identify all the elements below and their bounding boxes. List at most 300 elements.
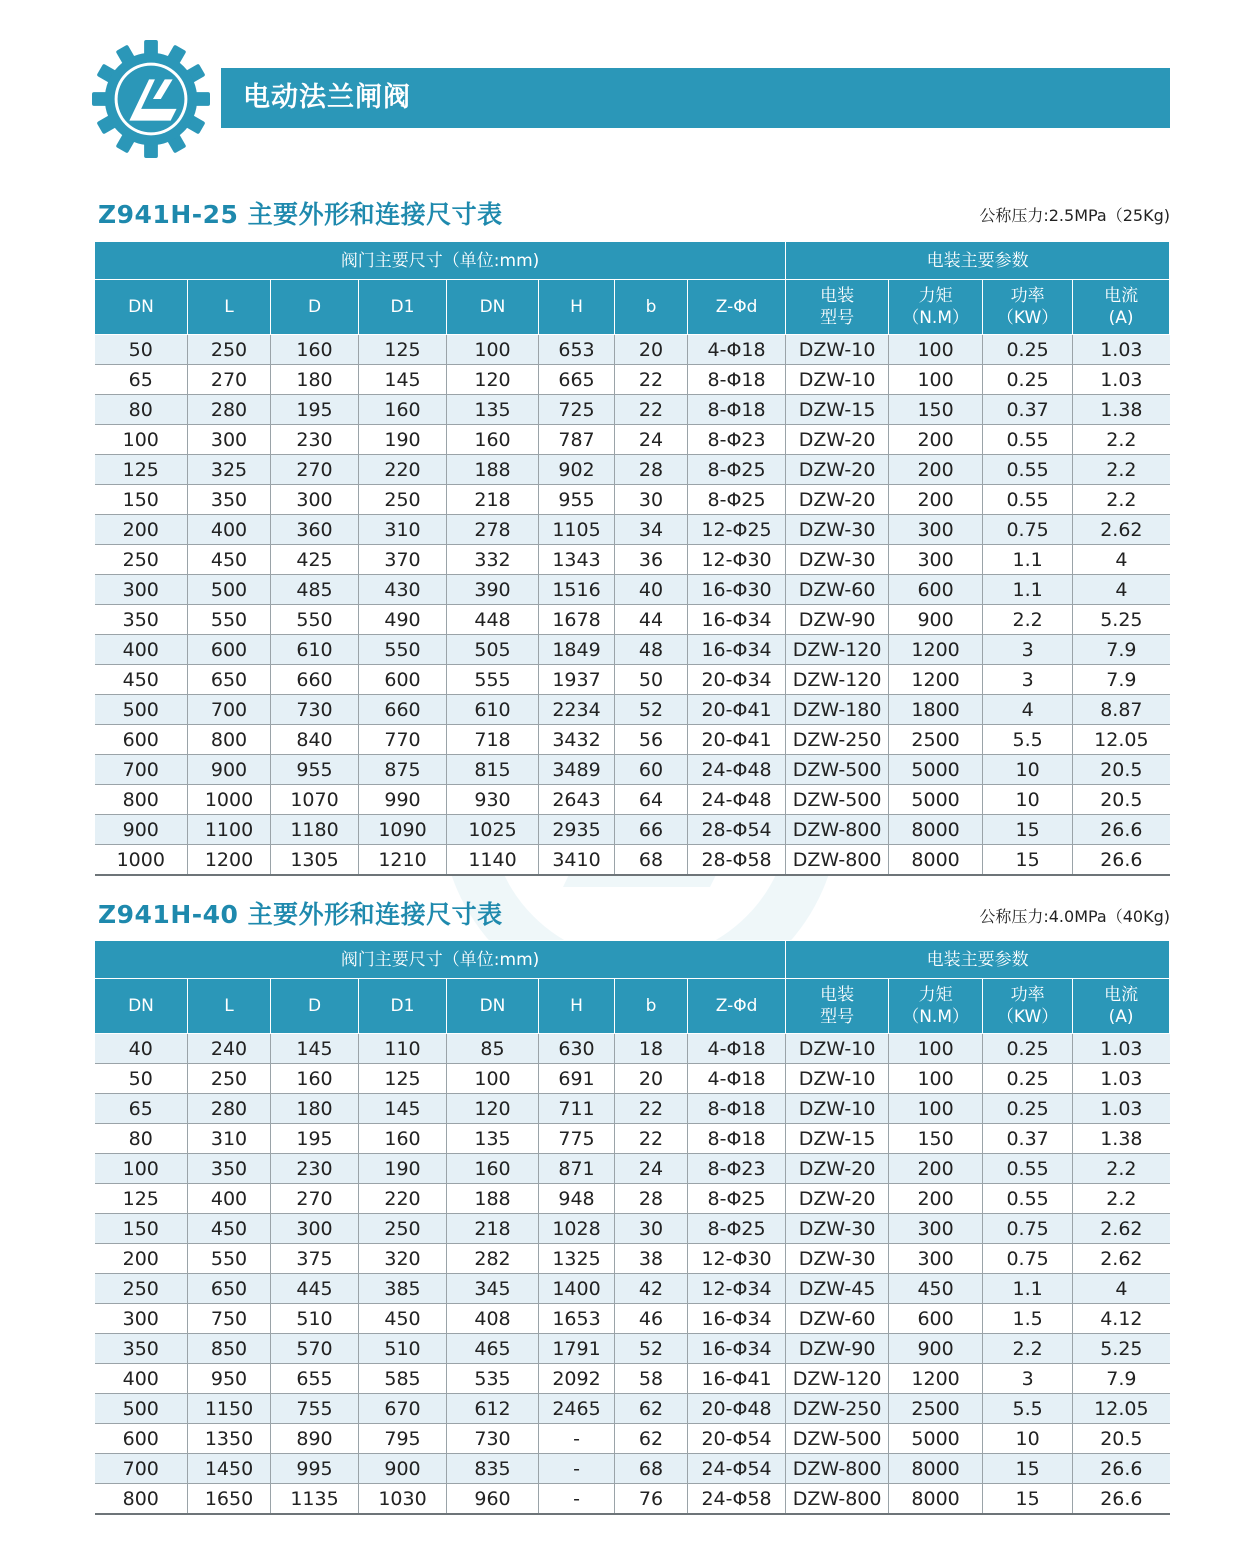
table-cell: 8-Φ25 bbox=[688, 455, 786, 485]
table-cell: 1090 bbox=[359, 815, 447, 845]
table-cell: 18 bbox=[615, 1034, 688, 1064]
table-cell: 8-Φ18 bbox=[688, 1124, 786, 1154]
table-cell: 160 bbox=[447, 1154, 539, 1184]
table-cell: 50 bbox=[95, 1064, 188, 1094]
table-1-pressure: 公称压力:2.5MPa（25Kg) bbox=[979, 206, 1170, 225]
table-cell: 4 bbox=[1073, 1274, 1170, 1304]
table-cell: 1.1 bbox=[983, 1274, 1073, 1304]
table-cell: 2500 bbox=[889, 725, 983, 755]
table-cell: 535 bbox=[447, 1364, 539, 1394]
table-cell: DZW-500 bbox=[786, 755, 889, 785]
table-cell: 795 bbox=[359, 1424, 447, 1454]
table-cell: DZW-30 bbox=[786, 545, 889, 575]
table-cell: 930 bbox=[447, 785, 539, 815]
table-cell: 300 bbox=[889, 545, 983, 575]
table-cell: 600 bbox=[359, 665, 447, 695]
table-cell: 12.05 bbox=[1073, 1394, 1170, 1424]
table-cell: 1.03 bbox=[1073, 335, 1170, 365]
column-header: Z-Φd bbox=[688, 280, 786, 335]
table-cell: 1350 bbox=[188, 1424, 271, 1454]
table-cell: 5000 bbox=[889, 785, 983, 815]
table-cell: 8-Φ18 bbox=[688, 395, 786, 425]
table-cell: 0.75 bbox=[983, 1214, 1073, 1244]
table-row bbox=[95, 755, 1170, 785]
table-cell: 280 bbox=[188, 1094, 271, 1124]
table-cell: 2.62 bbox=[1073, 1244, 1170, 1274]
table-cell: 22 bbox=[615, 1094, 688, 1124]
table-cell: 2.2 bbox=[1073, 455, 1170, 485]
table-cell: 250 bbox=[95, 1274, 188, 1304]
table-cell: DZW-10 bbox=[786, 1094, 889, 1124]
table-cell: 300 bbox=[889, 515, 983, 545]
table-cell: 1849 bbox=[539, 635, 615, 665]
table-cell: 670 bbox=[359, 1394, 447, 1424]
table-cell: 600 bbox=[889, 1304, 983, 1334]
table-cell: 550 bbox=[188, 1244, 271, 1274]
table-cell: 550 bbox=[271, 605, 359, 635]
table-row bbox=[95, 845, 1170, 876]
table-cell: 0.75 bbox=[983, 1244, 1073, 1274]
table-cell: 160 bbox=[271, 1064, 359, 1094]
table-cell: 300 bbox=[95, 1304, 188, 1334]
table-cell: 1450 bbox=[188, 1454, 271, 1484]
table-cell: 500 bbox=[95, 1394, 188, 1424]
table-cell: 0.25 bbox=[983, 335, 1073, 365]
table-cell: 12.05 bbox=[1073, 725, 1170, 755]
table-cell: 200 bbox=[95, 515, 188, 545]
table-cell: 770 bbox=[359, 725, 447, 755]
column-header: DN bbox=[447, 280, 539, 335]
table-cell: 875 bbox=[359, 755, 447, 785]
table-cell: DZW-250 bbox=[786, 725, 889, 755]
column-header: 电装 型号 bbox=[786, 280, 889, 335]
table-cell: 350 bbox=[188, 485, 271, 515]
table-cell: 195 bbox=[271, 395, 359, 425]
table-cell: 20.5 bbox=[1073, 755, 1170, 785]
table-cell: 10 bbox=[983, 755, 1073, 785]
table-cell: 718 bbox=[447, 725, 539, 755]
table-cell: 1100 bbox=[188, 815, 271, 845]
table-cell: 3 bbox=[983, 635, 1073, 665]
table-cell: 270 bbox=[271, 1184, 359, 1214]
table-cell: 0.25 bbox=[983, 365, 1073, 395]
table-cell: 2.2 bbox=[1073, 485, 1170, 515]
table-cell: 900 bbox=[359, 1454, 447, 1484]
table-cell: - bbox=[539, 1454, 615, 1484]
table-cell: 0.37 bbox=[983, 395, 1073, 425]
table-cell: 20.5 bbox=[1073, 1424, 1170, 1454]
table-cell: 1180 bbox=[271, 815, 359, 845]
table-cell: 485 bbox=[271, 575, 359, 605]
table-cell: 200 bbox=[95, 1244, 188, 1274]
table-cell: 76 bbox=[615, 1484, 688, 1515]
table-row bbox=[95, 1034, 1170, 1064]
table-cell: 20-Φ34 bbox=[688, 665, 786, 695]
table-cell: 660 bbox=[271, 665, 359, 695]
table-cell: 4 bbox=[983, 695, 1073, 725]
table-cell: 1200 bbox=[889, 665, 983, 695]
table-cell: 120 bbox=[447, 1094, 539, 1124]
table-cell: 46 bbox=[615, 1304, 688, 1334]
table-cell: 1030 bbox=[359, 1484, 447, 1515]
table-cell: 1305 bbox=[271, 845, 359, 876]
table-cell: 4 bbox=[1073, 545, 1170, 575]
table-cell: DZW-800 bbox=[786, 1454, 889, 1484]
table-cell: 30 bbox=[615, 1214, 688, 1244]
table-row bbox=[95, 1094, 1170, 1124]
spec-table-1 bbox=[94, 241, 1170, 876]
table-cell: 145 bbox=[271, 1034, 359, 1064]
table-cell: 750 bbox=[188, 1304, 271, 1334]
table-cell: DZW-90 bbox=[786, 1334, 889, 1364]
table-cell: 1650 bbox=[188, 1484, 271, 1515]
table-cell: 16-Φ34 bbox=[688, 635, 786, 665]
table-cell: 110 bbox=[359, 1034, 447, 1064]
table-cell: 2.2 bbox=[1073, 1154, 1170, 1184]
group-header-motor: 电装主要参数 bbox=[786, 242, 1170, 280]
table-cell: 3489 bbox=[539, 755, 615, 785]
table-cell: 385 bbox=[359, 1274, 447, 1304]
table-cell: 730 bbox=[447, 1424, 539, 1454]
table-row bbox=[95, 635, 1170, 665]
column-header: 力矩 （N.M） bbox=[889, 280, 983, 335]
group-header-dimensions: 阀门主要尺寸（单位:mm) bbox=[95, 941, 786, 979]
table-cell: 8-Φ23 bbox=[688, 1154, 786, 1184]
table-row bbox=[95, 1154, 1170, 1184]
table-row bbox=[95, 1244, 1170, 1274]
column-header: 功率 （KW） bbox=[983, 280, 1073, 335]
table-cell: 800 bbox=[188, 725, 271, 755]
table-cell: 24-Φ54 bbox=[688, 1454, 786, 1484]
table-row bbox=[95, 1424, 1170, 1454]
table-cell: 62 bbox=[615, 1424, 688, 1454]
table-cell: 16-Φ30 bbox=[688, 575, 786, 605]
table-cell: 1.03 bbox=[1073, 1034, 1170, 1064]
page-title: 电动法兰闸阀 bbox=[243, 82, 411, 113]
table-cell: 8.87 bbox=[1073, 695, 1170, 725]
table-cell: 5.5 bbox=[983, 725, 1073, 755]
table-cell: 58 bbox=[615, 1364, 688, 1394]
table-cell: 900 bbox=[95, 815, 188, 845]
table-cell: 0.25 bbox=[983, 1094, 1073, 1124]
table-cell: 665 bbox=[539, 365, 615, 395]
table-cell: 100 bbox=[889, 365, 983, 395]
table-cell: 332 bbox=[447, 545, 539, 575]
table-cell: 300 bbox=[889, 1214, 983, 1244]
table-cell: 300 bbox=[271, 1214, 359, 1244]
table-row bbox=[95, 455, 1170, 485]
table-cell: 16-Φ34 bbox=[688, 605, 786, 635]
table-cell: 150 bbox=[889, 1124, 983, 1154]
table-cell: 450 bbox=[95, 665, 188, 695]
table-cell: 15 bbox=[983, 1454, 1073, 1484]
table-cell: 100 bbox=[889, 1034, 983, 1064]
table-cell: 250 bbox=[188, 1064, 271, 1094]
table-cell: 0.25 bbox=[983, 1064, 1073, 1094]
table-cell: DZW-500 bbox=[786, 1424, 889, 1454]
column-header: H bbox=[539, 979, 615, 1034]
table-cell: 990 bbox=[359, 785, 447, 815]
column-header: H bbox=[539, 280, 615, 335]
table-cell: 1.03 bbox=[1073, 1064, 1170, 1094]
table-cell: 400 bbox=[95, 1364, 188, 1394]
table-cell: DZW-60 bbox=[786, 575, 889, 605]
table-cell: 400 bbox=[95, 635, 188, 665]
table-cell: 270 bbox=[188, 365, 271, 395]
table-cell: 2.2 bbox=[1073, 425, 1170, 455]
table-row bbox=[95, 335, 1170, 365]
table-cell: DZW-120 bbox=[786, 1364, 889, 1394]
table-cell: 195 bbox=[271, 1124, 359, 1154]
column-header: 电装 型号 bbox=[786, 979, 889, 1034]
table-cell: 220 bbox=[359, 455, 447, 485]
table-cell: 8000 bbox=[889, 1484, 983, 1515]
table-cell: 10 bbox=[983, 1424, 1073, 1454]
table-cell: 8000 bbox=[889, 845, 983, 876]
table-row bbox=[95, 545, 1170, 575]
table-row bbox=[95, 785, 1170, 815]
column-header: L bbox=[188, 979, 271, 1034]
table-cell: 2.2 bbox=[983, 605, 1073, 635]
table-cell: 15 bbox=[983, 815, 1073, 845]
column-header: D bbox=[271, 979, 359, 1034]
column-header: b bbox=[615, 979, 688, 1034]
table-cell: 0.55 bbox=[983, 1184, 1073, 1214]
table-cell: 500 bbox=[95, 695, 188, 725]
table-cell: DZW-30 bbox=[786, 1214, 889, 1244]
table-cell: 100 bbox=[889, 1064, 983, 1094]
table-2-pressure: 公称压力:4.0MPa（40Kg) bbox=[979, 907, 1170, 926]
table-cell: 40 bbox=[95, 1034, 188, 1064]
table-cell: 1070 bbox=[271, 785, 359, 815]
table-cell: 730 bbox=[271, 695, 359, 725]
table-cell: DZW-45 bbox=[786, 1274, 889, 1304]
table-cell: 135 bbox=[447, 395, 539, 425]
table-cell: 200 bbox=[889, 425, 983, 455]
header-band bbox=[221, 68, 1170, 128]
table-cell: 310 bbox=[359, 515, 447, 545]
table-cell: 8-Φ25 bbox=[688, 1214, 786, 1244]
table-cell: 408 bbox=[447, 1304, 539, 1334]
table-cell: 188 bbox=[447, 455, 539, 485]
table-cell: 2.62 bbox=[1073, 1214, 1170, 1244]
table-cell: 1105 bbox=[539, 515, 615, 545]
table-cell: 28-Φ54 bbox=[688, 815, 786, 845]
table-cell: 56 bbox=[615, 725, 688, 755]
table-row bbox=[95, 365, 1170, 395]
table-cell: 450 bbox=[889, 1274, 983, 1304]
table-cell: 50 bbox=[615, 665, 688, 695]
table-cell: 1653 bbox=[539, 1304, 615, 1334]
table-cell: 15 bbox=[983, 1484, 1073, 1515]
table-cell: 85 bbox=[447, 1034, 539, 1064]
column-header: b bbox=[615, 280, 688, 335]
table-cell: 4 bbox=[1073, 575, 1170, 605]
table-cell: DZW-15 bbox=[786, 1124, 889, 1154]
table-cell: 755 bbox=[271, 1394, 359, 1424]
table-cell: 465 bbox=[447, 1334, 539, 1364]
column-header: DN bbox=[447, 979, 539, 1034]
table-cell: 4.12 bbox=[1073, 1304, 1170, 1334]
table-cell: 7.9 bbox=[1073, 665, 1170, 695]
table-cell: 400 bbox=[188, 1184, 271, 1214]
table-2-title: Z941H-40 主要外形和连接尺寸表 bbox=[98, 900, 503, 929]
table-cell: 310 bbox=[188, 1124, 271, 1154]
column-header: DN bbox=[95, 280, 188, 335]
table-cell: 24-Φ58 bbox=[688, 1484, 786, 1515]
table-cell: DZW-800 bbox=[786, 1484, 889, 1515]
table-cell: 80 bbox=[95, 395, 188, 425]
table-cell: 8-Φ25 bbox=[688, 1184, 786, 1214]
table-cell: 250 bbox=[359, 1214, 447, 1244]
table-cell: 0.55 bbox=[983, 485, 1073, 515]
table-cell: 64 bbox=[615, 785, 688, 815]
table-cell: 22 bbox=[615, 365, 688, 395]
spec-table-2 bbox=[94, 940, 1170, 1515]
table-cell: 100 bbox=[889, 1094, 983, 1124]
table-cell: 300 bbox=[188, 425, 271, 455]
table-cell: 400 bbox=[188, 515, 271, 545]
table-cell: 1325 bbox=[539, 1244, 615, 1274]
table-cell: 2092 bbox=[539, 1364, 615, 1394]
table-cell: 22 bbox=[615, 395, 688, 425]
table-cell: 180 bbox=[271, 1094, 359, 1124]
table-cell: - bbox=[539, 1484, 615, 1515]
table-row bbox=[95, 425, 1170, 455]
table-row bbox=[95, 1394, 1170, 1424]
table-cell: 2500 bbox=[889, 1394, 983, 1424]
table-cell: 2234 bbox=[539, 695, 615, 725]
table-cell: 835 bbox=[447, 1454, 539, 1484]
table-cell: 350 bbox=[95, 605, 188, 635]
table-row bbox=[95, 1124, 1170, 1154]
table-cell: 20.5 bbox=[1073, 785, 1170, 815]
table-cell: 0.55 bbox=[983, 1154, 1073, 1184]
table-cell: 125 bbox=[359, 1064, 447, 1094]
table-cell: 282 bbox=[447, 1244, 539, 1274]
table-cell: 160 bbox=[359, 395, 447, 425]
table-cell: 725 bbox=[539, 395, 615, 425]
table-cell: 955 bbox=[539, 485, 615, 515]
table-cell: 840 bbox=[271, 725, 359, 755]
table-cell: DZW-800 bbox=[786, 845, 889, 876]
table-cell: 2.62 bbox=[1073, 515, 1170, 545]
table-row bbox=[95, 1454, 1170, 1484]
table-cell: DZW-120 bbox=[786, 635, 889, 665]
table-cell: 8-Φ25 bbox=[688, 485, 786, 515]
table-cell: 1200 bbox=[889, 1364, 983, 1394]
table-cell: 20 bbox=[615, 335, 688, 365]
table-cell: 1140 bbox=[447, 845, 539, 876]
table-cell: 200 bbox=[889, 1184, 983, 1214]
table-cell: 655 bbox=[271, 1364, 359, 1394]
table-cell: 815 bbox=[447, 755, 539, 785]
column-header: L bbox=[188, 280, 271, 335]
column-header: D bbox=[271, 280, 359, 335]
table-cell: 1025 bbox=[447, 815, 539, 845]
table-cell: 1.38 bbox=[1073, 395, 1170, 425]
table-cell: 135 bbox=[447, 1124, 539, 1154]
table-cell: 600 bbox=[95, 1424, 188, 1454]
table-cell: 40 bbox=[615, 575, 688, 605]
table-cell: 16-Φ34 bbox=[688, 1304, 786, 1334]
table-cell: 180 bbox=[271, 365, 359, 395]
table-row bbox=[95, 1184, 1170, 1214]
table-cell: 1.5 bbox=[983, 1304, 1073, 1334]
table-cell: 871 bbox=[539, 1154, 615, 1184]
table-cell: 570 bbox=[271, 1334, 359, 1364]
table-cell: 3432 bbox=[539, 725, 615, 755]
table-cell: 1678 bbox=[539, 605, 615, 635]
table-cell: 650 bbox=[188, 665, 271, 695]
table-cell: 600 bbox=[95, 725, 188, 755]
table-cell: 30 bbox=[615, 485, 688, 515]
table-cell: 850 bbox=[188, 1334, 271, 1364]
table-cell: 68 bbox=[615, 845, 688, 876]
table-cell: 902 bbox=[539, 455, 615, 485]
table-cell: 555 bbox=[447, 665, 539, 695]
table-cell: 360 bbox=[271, 515, 359, 545]
table-cell: 375 bbox=[271, 1244, 359, 1274]
table-cell: 20-Φ41 bbox=[688, 725, 786, 755]
table-cell: 390 bbox=[447, 575, 539, 605]
table-cell: DZW-120 bbox=[786, 665, 889, 695]
table-cell: 960 bbox=[447, 1484, 539, 1515]
table-cell: 450 bbox=[359, 1304, 447, 1334]
table-cell: 218 bbox=[447, 485, 539, 515]
table-cell: 278 bbox=[447, 515, 539, 545]
table-cell: 510 bbox=[359, 1334, 447, 1364]
table-cell: 240 bbox=[188, 1034, 271, 1064]
table-cell: 1.38 bbox=[1073, 1124, 1170, 1154]
table-cell: 24-Φ48 bbox=[688, 785, 786, 815]
table-cell: 24 bbox=[615, 425, 688, 455]
table-row bbox=[95, 515, 1170, 545]
table-cell: 445 bbox=[271, 1274, 359, 1304]
table-row bbox=[95, 1064, 1170, 1094]
table-cell: 4-Φ18 bbox=[688, 1064, 786, 1094]
table-cell: 1200 bbox=[188, 845, 271, 876]
table-cell: 12-Φ30 bbox=[688, 1244, 786, 1274]
table-cell: 610 bbox=[447, 695, 539, 725]
table-cell: 20-Φ41 bbox=[688, 695, 786, 725]
table-cell: 8-Φ23 bbox=[688, 425, 786, 455]
table-cell: 145 bbox=[359, 1094, 447, 1124]
table-cell: 1800 bbox=[889, 695, 983, 725]
table-row bbox=[95, 665, 1170, 695]
table-cell: 950 bbox=[188, 1364, 271, 1394]
table-cell: 26.6 bbox=[1073, 1454, 1170, 1484]
table-cell: 4-Φ18 bbox=[688, 1034, 786, 1064]
table-cell: 190 bbox=[359, 425, 447, 455]
table-cell: 350 bbox=[188, 1154, 271, 1184]
table-cell: 425 bbox=[271, 545, 359, 575]
table-cell: 200 bbox=[889, 485, 983, 515]
table-cell: 42 bbox=[615, 1274, 688, 1304]
table-cell: 1135 bbox=[271, 1484, 359, 1515]
column-header: DN bbox=[95, 979, 188, 1034]
table-cell: 8-Φ18 bbox=[688, 365, 786, 395]
table-cell: 700 bbox=[95, 1454, 188, 1484]
table-cell: 300 bbox=[95, 575, 188, 605]
table-cell: 691 bbox=[539, 1064, 615, 1094]
table-cell: 600 bbox=[889, 575, 983, 605]
table-row bbox=[95, 1304, 1170, 1334]
table-cell: 100 bbox=[95, 1154, 188, 1184]
table-cell: - bbox=[539, 1424, 615, 1454]
table-cell: DZW-30 bbox=[786, 515, 889, 545]
table-cell: 550 bbox=[188, 605, 271, 635]
